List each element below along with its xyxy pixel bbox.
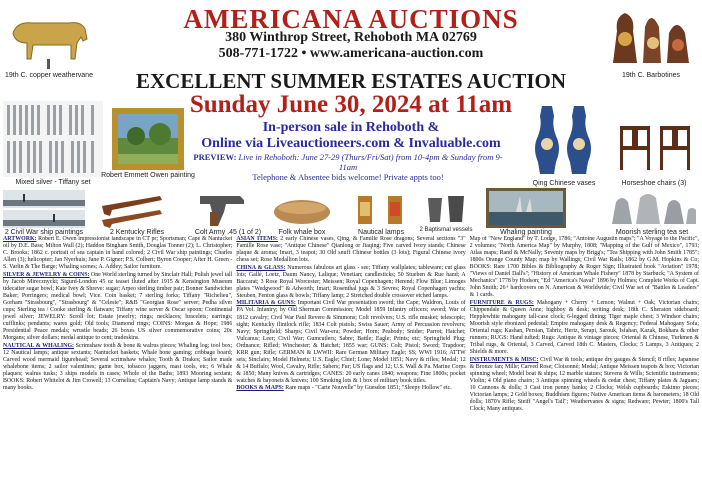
photo-silver	[3, 101, 103, 177]
caption-whaling-painting: Whaling painting	[500, 229, 552, 236]
section-instruments	[470, 357, 699, 413]
photo-barbotines	[603, 3, 699, 71]
section-heading: MILITARIA & GUNS:	[236, 300, 296, 307]
section-text: Robert E. Owen impressionist landscape in CT pr; Sportsman; Cape & Nantucket oil by D.E. Bass; Milton Wall (2); Haddon Bingham Smith, Douglas Tonner (2); L. Christopher; C. Brooks; 1862 c. portrait of sea captain in hand colored; 2 Civil War ship paintings; Charles Allen (3); helicopter; Jan Nyerhuis; Jane P. Gigner; P.S. Colbert; Byron Cooper; After H. Green - S. Varlin & The Barge; Whaling scenes; A. Addey; Sailor furniture.	[3, 236, 233, 271]
section-silver	[3, 272, 232, 342]
section-text: Scrimshaw tooth & bone & walrus pieces; Whaling log; tool box; 12 Nautical lamps; antique sextants; Nantucket baskets; Whale bone gaming; cribbage board; Carved wood mermaid figurehead; Several scrimshaw whales; Tooth & Drakes; Sailor made whalebone items; 2 sailor valentines; game box, tobacco jaggers, mast tools, etc; 6 Whale plaques; walrus tusks; 3 ships models in cases; Whole of the Baths; 1893 Mooring sextant; BOOKS: Robert Whitelot & Jim Crowell; 13 Cornelius; Captain's Navy; Antique lamp stands & many books.	[3, 342, 233, 391]
preview-info	[188, 152, 508, 182]
section-books-maps	[236, 385, 465, 392]
photo-whale-box	[270, 192, 334, 228]
section-heading: ARTWORK:	[3, 236, 37, 242]
caption-horseshoe-chairs: Horseshoe chairs (3)	[621, 180, 687, 187]
photo-qing-vases	[530, 98, 598, 178]
header	[0, 0, 702, 70]
photo-moorish-tea-set	[606, 188, 698, 228]
brand-title: AMERICANA AUCTIONS	[183, 4, 519, 34]
photo-baptismal-vessels	[422, 188, 470, 226]
caption-weathervane: 19th C. copper weathervane	[5, 72, 93, 79]
caption-nautical-lamps: Nautical lamps	[358, 229, 404, 236]
section-text: Map of "New England" by T. Lodge, 1786; "Antoine Augustin maps"; "A Voyage to the Pacific", 2 volumes; "North America Map" by Murphy, 1808; "Mapping of the Gulf of Mexico", 1793; Atlas maps; Rand & McNally; Seventy maps by Brigg's; "Tea Shipping with John Smith 1785"; 1800s Orange County Map; map by Wallings; Civil War Rails; 1862 by G.M. Hopkins & Co; BOOKS: Rare 1700 Bibles & Bibliography & Roger Sign; Illustrated book "Aviation" 1978; "Views of Daniel Dall's"; "History of American Whale Fishery" 1878 by Starbuck; "A System of Mechanics" 1778 by Hodson; "Ed "America's Naval" 1896 by Holmes; Complete Works of Capt. John Smith; 26+ hardcovers on N. American & Worldwide; Civil War set of "Battles & Leaders" & 1 cards.	[469, 236, 699, 299]
preview-text: Live in Rehoboth: June 27-29 (Thurs/Fri/Sat) from 10-4pm & Sunday from 9-11am	[238, 152, 503, 172]
section-china-glass	[236, 265, 465, 300]
lot-descriptions	[3, 236, 699, 484]
preview-text2: Telephone & Absentee bids welcome! Private appts too!	[252, 172, 444, 182]
caption-whale-box: Folk whale box	[278, 229, 326, 236]
photo-civil-war-ships	[3, 190, 85, 228]
section-militaria	[236, 300, 465, 385]
section-maps-cont	[470, 236, 699, 299]
section-nautical	[3, 343, 232, 392]
section-text: 2 early Chinese vases, Qing, & Famille Rose dragons; Several sections "3" Famille Rose vase; "Antique Chinese" Qianlong or Jiaqing; Five carved Ivory stands; Chinese plaque & aroma; Imari, 3 teapot; 30 Old snuff Chinese bottles (3 lots); Figural Chinese ivory chess set; Rose Medallion lots.	[236, 236, 466, 264]
section-text: Rare maps - "Carte Nouvelle" by Guesdon 1851; "Sleepy Hollow" etc.	[285, 385, 452, 392]
caption-moorish-tea-set: Moorish sterling tea set	[615, 229, 689, 236]
sale-title: EXCELLENT SUMMER ESTATES AUCTION	[135, 69, 567, 93]
section-text: One World sterling turned by Sinclair Hall; Polish jewel tall by Jacob Mirecznycki; Sigurd-London 45 oz teaset fluted after 1915 & Kensington Museum tidecatter sugar bowl; Kate Ivey & Shreve: sugar; Arpeo sterling timber pair; Bonner Sandwicher Baker; Porringers; medical bowl; Vice. Coin basket; 7 sterling forks; Tiffany "Richelieu", Gorham "Strasbourg", "Strasbourg" & "Celeste"; R&B "Georgian Rose" server; Pedha silver cups; Sterling tea / Cooke sterling & flatware; Tiffany wine server & Oscar spoon; Continental jewel silver; JEWELRY: Scroll lot; Estate jewelry; rings; necklaces; bracelets; earrings; cufflinks; pendants; wares gold; Old tools; Diamond rings; COINS: Morgan & Hope; 1986 Presidential Peace medals; wrustle beads; 26 boxes US silver commemorative coins; 20c Morgans; silver dollars; medal antique to cent; tradeskins.	[3, 271, 233, 342]
sale-date: Sunday June 30, 2024 at 11am	[189, 91, 513, 118]
caption-qing-vases: Qing Chinese vases	[532, 180, 596, 187]
section-asian	[236, 236, 465, 264]
photo-nautical-lamps	[350, 188, 412, 228]
section-heading: SILVER & JEWELRY & COINS:	[3, 271, 90, 278]
address: 380 Winthrop Street, Rehoboth MA 02769	[225, 30, 477, 45]
section-heading: CHINA & GLASS:	[236, 264, 286, 271]
section-heading: NAUTICAL & WHALING:	[3, 342, 74, 349]
caption-owen-painting: Robert Emmett Owen painting	[101, 172, 195, 179]
inperson-line: In-person sale in Rehoboth &	[262, 120, 440, 135]
online-line: Online via Liveauctioneers.com & Invaluable.com	[201, 136, 501, 151]
section-heading: FURNITURE & RUGS:	[469, 299, 534, 306]
column-3	[470, 236, 699, 484]
section-text: Mahogany + Cherry + Lemon; Walnut + Oak; Victorian chairs; Chippendale & Queen Anne; highboy & desk; writing desk; 18th C. Sheraton sideboard; Hepplewhite mahogany tall-case clock; 6-legged dining; Tiger maple chest; 3 Windsor chairs; Moorish style ebonized pedestal; Empire mahogany desk & Regency; Federal Mahogany Sofa; Oriental rugs; Kashan, Persian, Tabriz, Heriz, Serapi, Sarouk, Isfahan, Kazak, Bokhara & other runners; RUGS: Hand tufted; Rugs: Antique & vintage pieces; Oriental & Chinese, Turkmen & Tribal rugs, & Oriental, 3 Carved, Carved 18th C. Masters, Clocks; 5 Lamps, 3 Antiques; 2 Shields & more.	[469, 299, 699, 356]
photo-owen-painting	[112, 108, 184, 170]
photo-whaling-painting	[486, 188, 566, 228]
caption-colt-army: Colt Army .45 (1 of 2)	[194, 229, 262, 236]
section-heading: ASIAN ITEMS:	[236, 236, 278, 242]
photo-colt-army	[196, 186, 260, 228]
photo-horseshoe-chairs	[612, 106, 698, 176]
section-heading: INSTRUMENTS & MISC:	[469, 356, 539, 363]
section-text: Numerous fabulous art glass - see; Tiffany wallplates; tableware; cut glass lots; Gallé, Loetz, Daum Nancy, Lalique; Venetian; candlesticks; 50 Stueben & Rue hand; A Baccarat; 3 Rose Royal Worcester; Meissen; Royal Copenhagen; Herend; Flow Blue; Limoges plates "Wedgwood" & Adworth; Imari; Rosenthal jugs & 3 Sevres; Royal Copenhagen yachts; Steuben, Fenton glass & bowls; Tiffany lamp; 2 Stretched double crossover etched lamps.	[236, 264, 466, 299]
section-furniture	[470, 300, 699, 356]
column-1	[3, 236, 232, 484]
section-text: Important Civil War presentation sword; the Cape; Waldron, Louis of PA Vol. Infantry; by Old Sherman Commission; Model 1859 Infantry officers; sword; War of 1812 cavalry; Civil War Paul Revere & Simmons; Colt revolvers; U.S. rifle musket; telescopic; sight; Kentucky flintlock rifle; 1834 Colt pistols; Swiss Sauer; Army of Percussion revolvers; Navy; Springfield; Sharps; Civil War-era; Powder; Horn; Peabody; Snider; Parrot; Hatchet; Vulcanus; Leer; Civil War; Gumcutlers; Sabre; Battle; Eagle; Prints; etc; Springfield Plug; Ordnance; Rifled; Winchester; & Hatchet; 1855 war; GUNS: Colt; Pistol; Sword; Trapdoor; KRR gun; Rifle; GERMAN & LWWII: Rare German Military Eagle; SS; WWI 1916; ATTW sets; Sinclairs; Model Helmets; U.S. Eagle; Chief; Lone; Model 1851; Navy & rifles; Medal; 12 & 14 Buffalo; Wool, Cavalry, Rifle; Sabers; Fur; US flags and 12; U.S. Wall & Pa. Marine Corps & 1850; Many knives & cartridges; CANES: 20 early canes 1840; weapons; Fine 1800s; pocket watches & bayonets & knives; 100 Smoking lots & 1 box of military book titles.	[236, 300, 466, 384]
section-artwork	[3, 236, 232, 271]
photo-kentucky-rifles	[100, 190, 174, 228]
caption-civil-war-ships: 2 Civil War ship paintings	[4, 229, 84, 236]
caption-baptismal-vessels: 2 Baptismal vessels	[419, 227, 473, 233]
preview-label: PREVIEW:	[193, 152, 237, 162]
section-heading: BOOKS & MAPS:	[236, 385, 284, 392]
caption-silver: Mixed silver - Tiffany set	[15, 179, 91, 186]
caption-barbotines: 19th C. Barbotines	[622, 72, 680, 79]
caption-kentucky-rifles: 2 Kentucky Rifles	[109, 229, 165, 236]
photo-weathervane	[3, 3, 95, 71]
phone-web: 508-771-1722 • www.americana-auction.com	[218, 46, 484, 61]
section-text: Civil War & tools; antique dry gauges & Stencil; 8 rifles; Japanese & Bronze fan; Mille; Carved Rose; Cloisonné; Medal; Antique Meissen teapots & box; Victorian spinning wheel; Model boat & ships; 12 marble statues; Stevens & Wills; Scientific instruments; Violin; 4 Old piano chairs; 3 Antique spinning wheels & cedar chest; Tiffany plates & Jaguars; 10 Cannons & dolls; 3 Cast iron penny banks; 2 Clocks; Welsh cupboards; Eskimo pieces; Victorian lamps; 2 Gold boxes; Buddhism figures; Native American items & barometers; 18 Old dolls; 1870's Rifle; Steiff "Angel's Tail"; Weathervanes & signs; Redware; Pewter; 1800's Tall Clock; Many antiques.	[469, 356, 699, 413]
column-2	[236, 236, 465, 484]
